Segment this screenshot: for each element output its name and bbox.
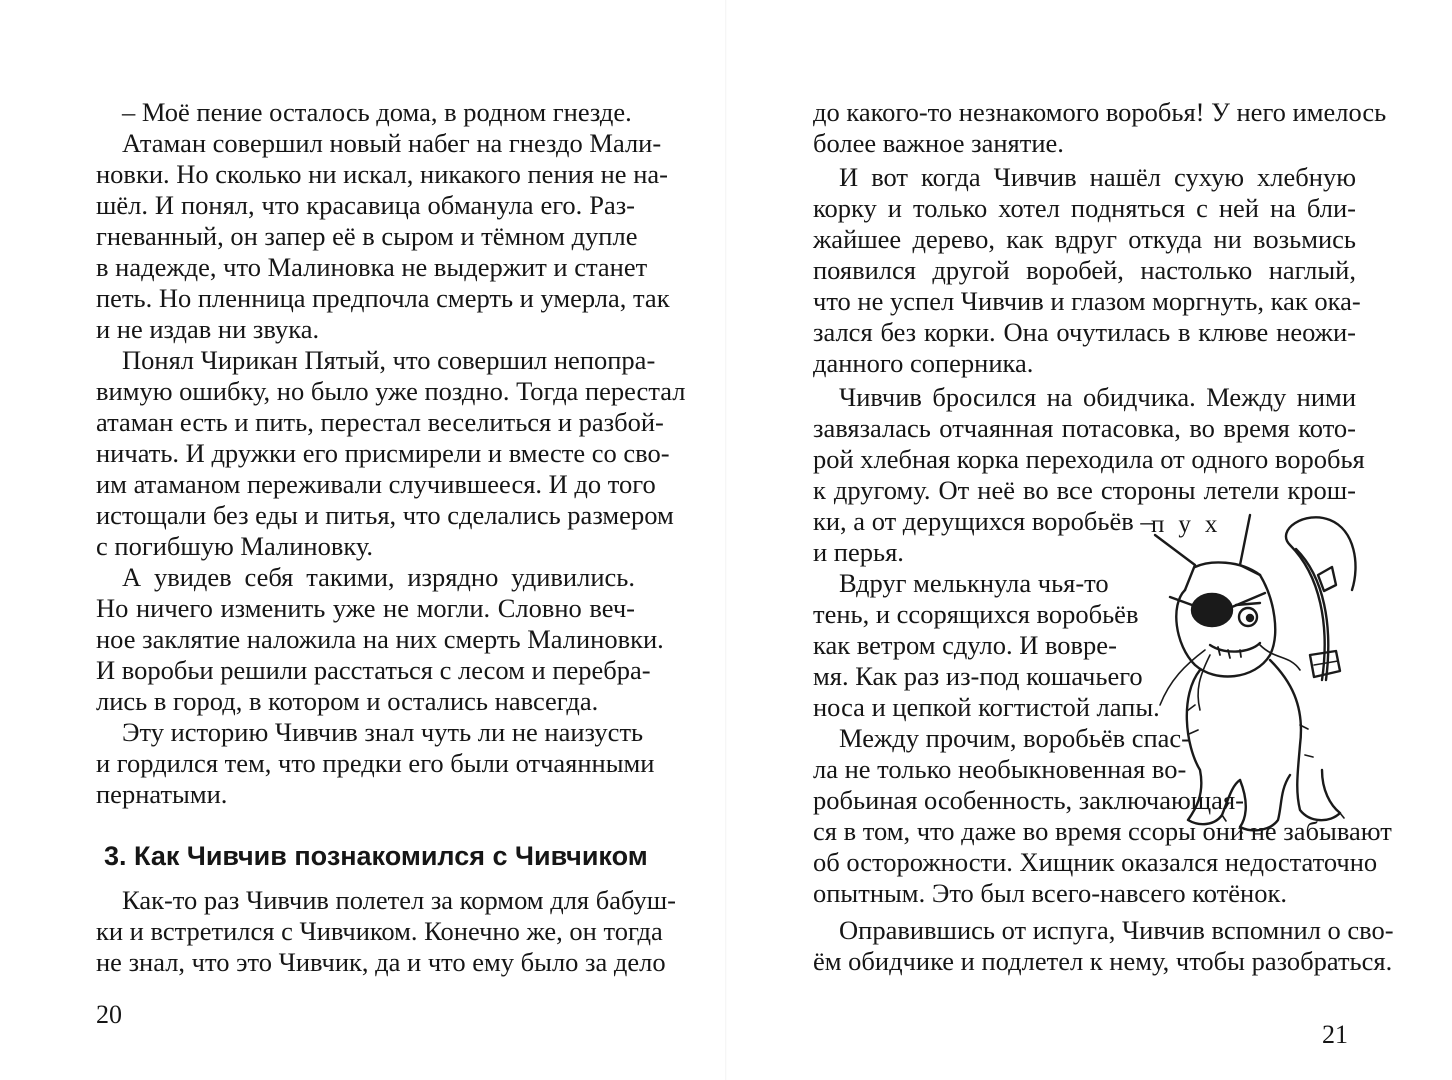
text-line: пернатыми. [96,779,228,809]
text-line: Чивчив бросился на обидчика. Между ними [839,382,1356,412]
text-line: опытным. Это был всего-навсего котёнок. [813,878,1287,908]
text-line: не знал, что это Чивчик, да и что ему было за дело [96,947,666,977]
text-line: данного соперника. [813,348,1034,378]
text-line: А увидев себя такими, изрядно удивились. [122,562,635,592]
text-line: петь. Но пленница предпочла смерть и умерла, так [96,283,670,313]
text-line: и перья. [813,537,904,567]
text-line: новки. Но сколько ни искал, никакого пения не на- [96,159,668,189]
text-line: И воробьи решили расстаться с лесом и перебра- [96,655,651,685]
text-line: Понял Чирикан Пятый, что совершил непопра- [122,345,656,375]
text-line: появился другой воробей, настолько наглый, [813,255,1356,285]
text-line: И вот когда Чивчив нашёл сухую хлебную [839,162,1356,192]
text-line: и не издав ни звука. [96,314,320,344]
text-line: к другому. От неё во все стороны летели крош- [813,475,1356,505]
text-line: ся в том, что даже во время ссоры они не забывают [813,816,1392,846]
text-line: что не успел Чивчив и глазом моргнуть, как ока- [813,286,1361,316]
text-line: Атаман совершил новый набег на гнездо Мали- [122,128,662,158]
text-line: мя. Как раз из-под кошачьего [813,661,1143,691]
text-line: Оправившись от испуга, Чивчив вспомнил о сво- [839,915,1394,945]
text-line: шёл. И понял, что красавица обманула его. Раз- [96,190,635,220]
text-line: в надежде, что Малиновка не выдержит и станет [96,252,648,282]
text-line: как ветром сдуло. И вовре- [813,630,1117,660]
text-line: рой хлебная корка переходила от одного воробья [813,444,1365,474]
text-line: до какого-то незнакомого воробья! У него имелось [813,97,1387,127]
text-line: Вдруг мелькнула чья-то [839,568,1109,598]
page-number: 20 [96,1000,122,1029]
text-line: вимую ошибку, но было уже поздно. Тогда перестал [96,376,686,406]
text-line: им атаманом переживали случившееся. И до того [96,469,656,499]
text-line: носа и цепкой когтистой лапы. [813,692,1160,722]
page-number: 21 [1322,1020,1348,1049]
text-line: ничать. И дружки его присмирели и вместе со сво- [96,438,670,468]
text-line: корку и только хотел подняться с ней на бли- [813,193,1356,223]
text-line: Эту историю Чивчив знал чуть ли не наизусть [122,717,644,747]
text-line: об осторожности. Хищник оказался недостаточно [813,847,1378,877]
text-line: ки и встретился с Чивчиком. Конечно же, он тогда [96,916,663,946]
chapter-heading: 3. Как Чивчив познакомился с Чивчиком [104,841,648,871]
text-line: Но ничего изменить уже не могли. Словно веч- [96,593,635,623]
text-line: ём обидчике и подлетел к нему, чтобы разобраться. [813,946,1393,976]
text-line: атаман есть и пить, перестал веселиться и разбой- [96,407,664,437]
pukh-word: пух [1151,511,1232,538]
text-line: ла не только необыкновенная во- [813,754,1187,784]
text-line: ки, а от дерущихся воробьёв – [813,506,1154,536]
cat-with-eyepatch-icon [1140,505,1370,840]
text-line: робьиная особенность, заключающая- [813,785,1244,815]
text-line: – Моё пение осталось дома, в родном гнезде. [122,97,632,127]
text-line: Как-то раз Чивчив полетел за кормом для бабуш- [122,885,676,915]
text-line: Между прочим, воробьёв спас- [839,723,1191,753]
text-line: лись в город, в котором и остались навсегда. [96,686,599,716]
text-line: тень, и ссорящихся воробьёв [813,599,1139,629]
text-line: гневанный, он запер её в сыром и тёмном дупле [96,221,638,251]
text-line: более важное занятие. [813,128,1064,158]
text-line: с погибшую Малиновку. [96,531,374,561]
text-line: истощали без еды и питья, что сделались размером [96,500,674,530]
text-line: жайшее дерево, как вдруг откуда ни возьмись [813,224,1356,254]
text-line: завязалась отчаянная потасовка, во время кото- [813,413,1356,443]
text-line: зался без корки. Она очутилась в клюве неожи- [813,317,1356,347]
text-line: ное заклятие наложила на них смерть Малиновки. [96,624,664,654]
text-line: и гордился тем, что предки его были отчаянными [96,748,655,778]
